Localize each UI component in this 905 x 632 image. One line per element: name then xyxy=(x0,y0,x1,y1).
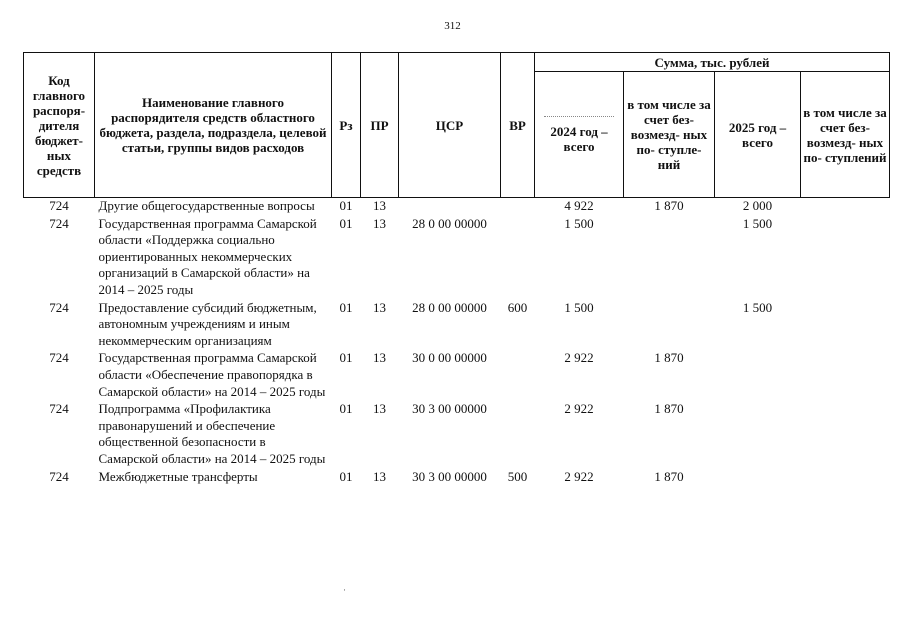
header-2024-grants: в том числе за счет без- возмезд- ных по- ступле- ний xyxy=(624,72,715,198)
table-row xyxy=(24,300,890,351)
cell-name: Другие общегосударственные вопросы xyxy=(98,198,315,213)
cell-2024-grants: 1 870 xyxy=(654,198,684,213)
header-2024-total-label: 2024 год – всего xyxy=(550,123,608,154)
cell-2025-total: 1 500 xyxy=(742,215,773,231)
cell-pr: 13 xyxy=(373,350,386,366)
header-sum-group: Сумма, тыс. рублей xyxy=(535,53,890,72)
cell-code: 724 xyxy=(49,215,69,231)
cell-2024-grants xyxy=(624,300,715,351)
cell-vr xyxy=(501,401,535,468)
cell-2025-total: 1 500 xyxy=(742,299,773,315)
header-csr: ЦСР xyxy=(399,53,501,198)
cell-rz: 01 xyxy=(339,299,353,315)
cell-rz: 01 xyxy=(339,468,353,484)
cell-vr: 500 xyxy=(507,468,528,484)
cell-code: 724 xyxy=(49,299,69,315)
cell-rz: 01 xyxy=(339,350,353,366)
cell-2025-grants xyxy=(801,300,890,351)
cell-pr: 13 xyxy=(373,401,386,417)
cell-name: Межбюджетные трансферты xyxy=(98,468,258,484)
cell-2024-total: 2 922 xyxy=(564,401,594,417)
cell-2025-grants xyxy=(801,469,890,487)
cell-2024-grants: 1 870 xyxy=(654,468,684,484)
header-vr: ВР xyxy=(501,53,535,198)
cell-vr xyxy=(501,350,535,401)
cell-csr: 28 0 00 00000 xyxy=(412,299,487,315)
cell-2024-total: 4 922 xyxy=(564,198,594,213)
header-rz: Рз xyxy=(332,53,361,198)
header-2025-total: 2025 год – всего xyxy=(715,72,801,198)
cell-vr: 600 xyxy=(507,299,528,315)
cell-2025-grants xyxy=(801,401,890,468)
cell-2025-total xyxy=(715,350,801,401)
cell-name: Государственная программа Самарской области «Поддержка социально ориентированных некоммерческих организаций в Самарской области» на 2014 – 2025 годы xyxy=(98,215,317,297)
table-header xyxy=(24,53,890,198)
table-row xyxy=(24,401,890,468)
cell-code: 724 xyxy=(49,350,69,366)
cell-code: 724 xyxy=(49,401,69,417)
table-body xyxy=(24,198,890,487)
cell-2025-total: 2 000 xyxy=(742,198,773,213)
scan-dash xyxy=(544,116,614,118)
cell-2024-total: 1 500 xyxy=(564,299,594,315)
cell-2024-grants: 1 870 xyxy=(654,350,684,366)
header-pr: ПР xyxy=(361,53,399,198)
cell-2025-total xyxy=(715,469,801,487)
cell-2025-total xyxy=(715,401,801,468)
header-name: Наименование главного распорядителя средств областного бюджета, раздела, подраздела, целевой статьи, группы видов расходов xyxy=(95,53,332,198)
page-number: 312 xyxy=(444,20,461,32)
table-row xyxy=(24,469,890,487)
cell-pr: 13 xyxy=(373,215,386,231)
cell-csr: 30 0 00 00000 xyxy=(412,350,487,366)
table-row xyxy=(24,216,890,300)
cell-csr: 30 3 00 00000 xyxy=(412,401,487,417)
cell-vr xyxy=(501,216,535,300)
cell-rz: 01 xyxy=(339,215,353,231)
cell-2024-total: 2 922 xyxy=(564,468,594,484)
header-2024-total xyxy=(535,72,624,198)
cell-pr: 13 xyxy=(373,198,386,213)
cell-2024-total: 1 500 xyxy=(564,215,594,231)
header-2025-grants: в том числе за счет без- возмезд- ных по- ступлений xyxy=(801,72,890,198)
cell-name: Государственная программа Самарской области «Обеспечение правопорядка в Самарской области» на 2014 – 2025 годы xyxy=(98,350,326,399)
cell-code: 724 xyxy=(49,468,69,484)
cell-rz: 01 xyxy=(339,401,353,417)
cell-2024-grants xyxy=(624,216,715,300)
table-row xyxy=(24,350,890,401)
cell-pr: 13 xyxy=(373,299,386,315)
cell-code: 724 xyxy=(49,198,69,213)
header-code: Код главного распоря- дителя бюджет- ных средств xyxy=(24,53,95,198)
cell-pr: 13 xyxy=(373,468,386,484)
cell-vr xyxy=(501,198,535,216)
cell-2025-grants xyxy=(801,198,890,216)
scan-artifact: · xyxy=(343,585,346,595)
cell-rz: 01 xyxy=(339,198,353,213)
cell-name: Предоставление субсидий бюджетным, автономным учреждениям и иным некоммерческим организациям xyxy=(98,299,317,348)
budget-table xyxy=(23,52,890,486)
cell-csr: 28 0 00 00000 xyxy=(412,215,487,231)
cell-2025-grants xyxy=(801,350,890,401)
cell-csr: 30 3 00 00000 xyxy=(412,468,487,484)
table-row xyxy=(24,198,890,216)
cell-name: Подпрограмма «Профилактика правонарушений и обеспечение общественной безопасности в Самарской области» на 2014 – 2025 годы xyxy=(98,401,326,466)
cell-csr xyxy=(399,198,501,216)
cell-2024-total: 2 922 xyxy=(564,350,594,366)
cell-2025-grants xyxy=(801,216,890,300)
cell-2024-grants: 1 870 xyxy=(654,401,684,417)
